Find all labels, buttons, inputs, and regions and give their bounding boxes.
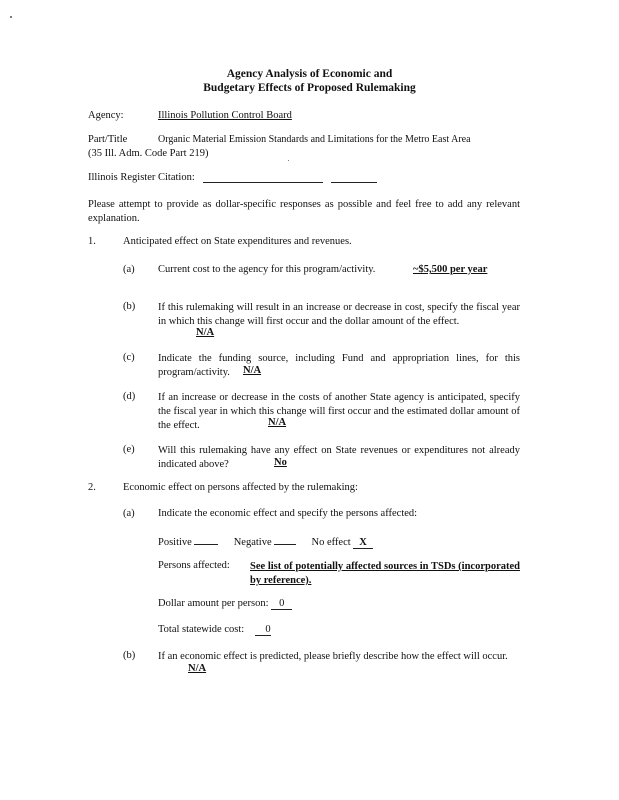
item-1a-text: Current cost to the agency for this program/activity. <box>158 264 376 275</box>
negative-blank <box>274 534 296 545</box>
item-1b-answer: N/A <box>196 327 215 338</box>
statewide-cost-row <box>158 624 271 636</box>
item-2b-answer: N/A <box>188 663 207 674</box>
scan-speck <box>288 160 289 161</box>
document-title-line1: Agency Analysis of Economic and <box>226 68 393 80</box>
item-2a-text: Indicate the economic effect and specify the persons affected: <box>158 508 418 519</box>
no-effect-label: No effect <box>311 537 351 548</box>
item-1c-label: (c) <box>123 352 135 363</box>
item-1a-answer: ~$5,500 per year <box>413 264 488 275</box>
item-1d-answer: N/A <box>268 417 287 428</box>
item-1c-answer: N/A <box>243 365 262 376</box>
negative-label: Negative <box>233 537 272 548</box>
section1-number: 1. <box>88 236 96 247</box>
register-citation-blank-2 <box>331 172 377 183</box>
agency-label: Agency: <box>88 110 124 121</box>
item-1e-answer: No <box>274 457 287 468</box>
no-effect-mark: X <box>353 537 373 549</box>
item-1d-label: (d) <box>123 391 136 402</box>
scan-speck <box>10 16 12 18</box>
positive-blank <box>194 534 218 545</box>
dollar-per-person-label: Dollar amount per person: <box>158 598 269 609</box>
intro-paragraph: Please attempt to provide as dollar-specific responses as possible and feel free to add any relevant explanation. <box>88 199 520 224</box>
dollar-per-person-row <box>158 598 292 610</box>
section2-heading: Economic effect on persons affected by the rulemaking: <box>123 482 358 493</box>
item-1c-text: Indicate the funding source, including Fund and appropriation lines, for this program/activity. <box>158 353 520 378</box>
item-1b-text: If this rulemaking will result in an increase or decrease in cost, specify the fiscal year in which this change will first occur and the dollar amount of the effect. <box>158 302 520 327</box>
statewide-cost-label: Total statewide cost: <box>158 624 245 635</box>
statewide-cost-value: 0 <box>255 624 270 636</box>
item-2a-label: (a) <box>123 508 135 519</box>
document-title-line2: Budgetary Effects of Proposed Rulemaking <box>203 82 416 94</box>
positive-label: Positive <box>158 537 192 548</box>
item-2b-label: (b) <box>123 650 136 661</box>
item-1b-label: (b) <box>123 301 136 312</box>
effect-row <box>158 534 373 549</box>
part-title-value: Organic Material Emission Standards and Limitations for the Metro East Area <box>158 134 471 145</box>
persons-affected-value: See list of potentially affected sources in TSDs (incorporated by reference). <box>250 561 520 586</box>
part-title-code: (35 Ill. Adm. Code Part 219) <box>88 148 209 159</box>
persons-affected-label: Persons affected: <box>158 560 230 571</box>
item-1e-label: (e) <box>123 444 135 455</box>
item-2b-text: If an economic effect is predicted, please briefly describe how the effect will occur. <box>158 651 508 662</box>
part-title-label: Part/Title <box>88 134 128 145</box>
item-1a-label: (a) <box>123 264 135 275</box>
dollar-per-person-value: 0 <box>271 598 292 610</box>
section1-heading: Anticipated effect on State expenditures and revenues. <box>123 236 352 247</box>
item-1e-text: Will this rulemaking have any effect on State revenues or expenditures not already indicated above? <box>158 445 520 470</box>
section2-number: 2. <box>88 482 96 493</box>
item-1d-text: If an increase or decrease in the costs of another State agency is anticipated, specify the fiscal year in which this change will first occur and the estimated dollar amount of the effect. <box>158 392 520 431</box>
agency-value: Illinois Pollution Control Board <box>158 110 292 121</box>
register-citation-blank <box>203 172 323 183</box>
register-citation-label: Illinois Register Citation: <box>88 172 195 183</box>
